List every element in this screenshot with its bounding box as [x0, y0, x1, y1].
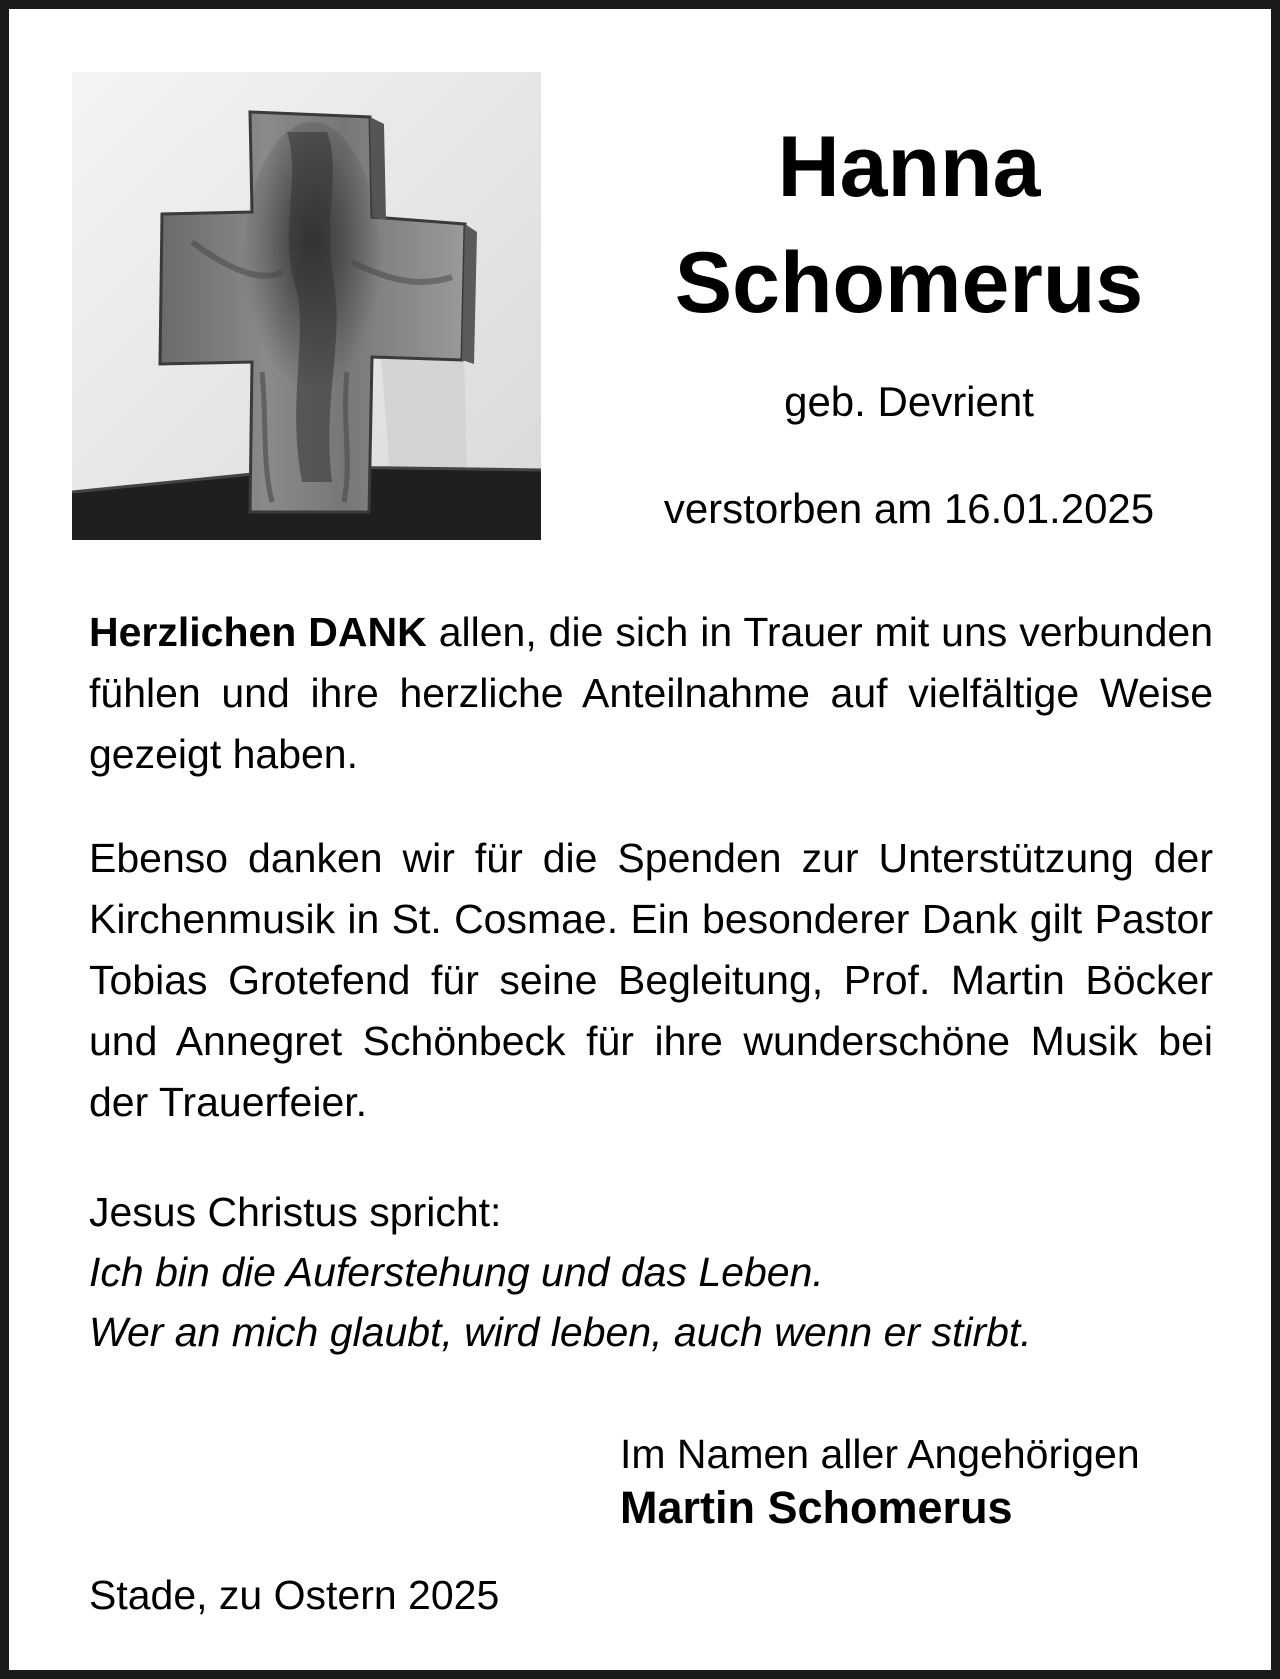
- signature-intro: Im Namen aller Angehörigen: [620, 1431, 1140, 1477]
- quote-line-2: Wer an mich glaubt, wird leben, auch wenn er stirbt.: [89, 1309, 1032, 1355]
- quote-intro: Jesus Christus spricht:: [89, 1189, 502, 1235]
- stone-cross-icon: [72, 72, 541, 540]
- death-date: verstorben am 16.01.2025: [663, 485, 1155, 532]
- donations-paragraph: Ebenso danken wir für die Spenden zur Unterstützung der Kirchenmusik in St. Cosmae. Ein besonderer Dank gilt Pastor Tobias Grotefend für seine Begleitung, Prof. Martin Böcker und Annegret Schönbeck für ihre wunderschöne Musik bei der Trauerfeier.: [89, 835, 1213, 1125]
- deceased-first-name: Hanna: [777, 119, 1041, 215]
- cross-photo: [72, 72, 541, 540]
- quote-line-1: Ich bin die Auferstehung und das Leben.: [89, 1249, 824, 1295]
- signature-name: Martin Schomerus: [620, 1482, 1013, 1533]
- bible-quote: [89, 1182, 1213, 1362]
- thanks-text: allen, die sich in Trauer mit uns verbunden fühlen und ihre herzliche Anteilnahme auf vielfältige Weise gezeigt haben.: [89, 609, 1214, 777]
- deceased-last-name: Schomerus: [674, 235, 1144, 331]
- thanks-lead: Herzlichen DANK: [89, 609, 427, 655]
- thanks-paragraph: [89, 602, 1213, 785]
- birth-name: geb. Devrient: [784, 378, 1034, 425]
- place-date: Stade, zu Ostern 2025: [89, 1572, 500, 1618]
- signature-block: [620, 1427, 1140, 1535]
